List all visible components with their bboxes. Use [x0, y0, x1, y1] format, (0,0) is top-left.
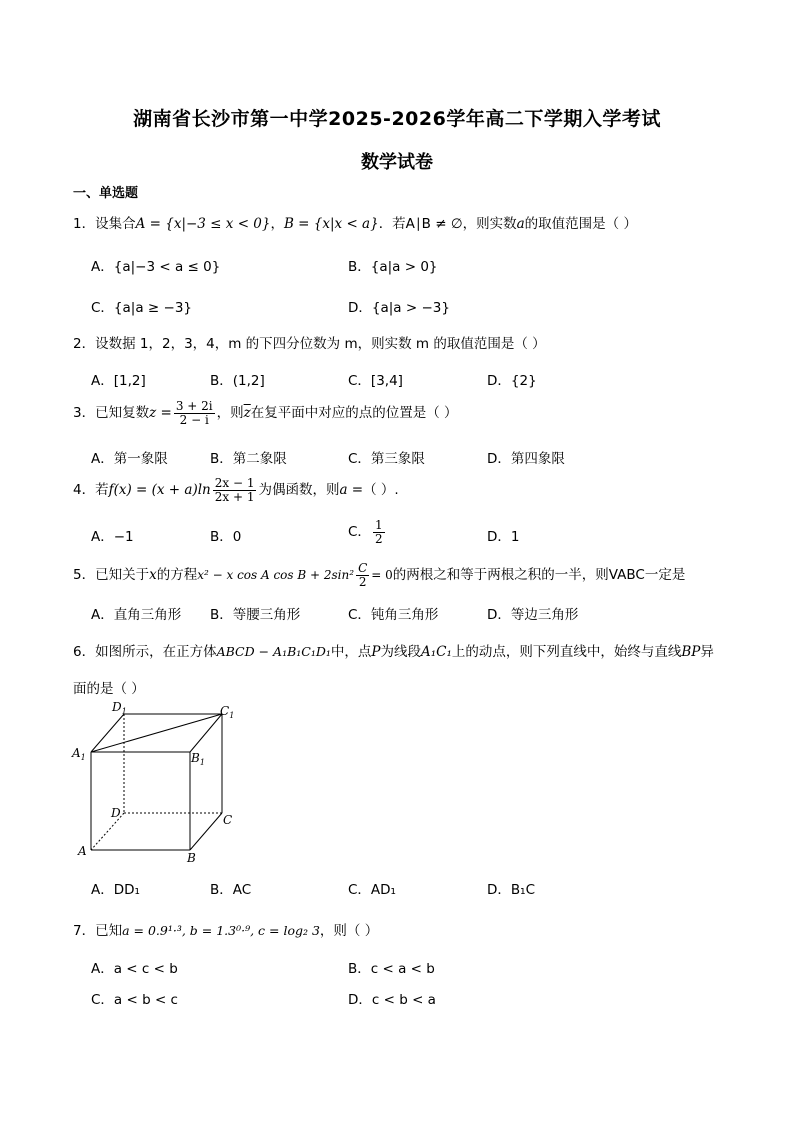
question-text: 在复平面中对应的点的位置是（ ）	[250, 405, 458, 422]
question-text: 设集合	[95, 216, 136, 232]
question-number: 3．	[73, 405, 96, 422]
question-6	[73, 640, 714, 660]
option-a: A．第一象限	[91, 451, 168, 467]
answer-var: a =	[339, 482, 364, 499]
numerator: C	[358, 561, 368, 575]
option-c: C．第三象限	[348, 451, 425, 467]
fraction	[373, 519, 385, 545]
function-expr: f(x) = (x + a)ln	[108, 482, 211, 499]
question-2	[73, 332, 546, 352]
exam-title: 湖南省长沙市第一中学2025-2026学年高二下学期入学考试	[133, 108, 661, 130]
option-b: B．{a|a > 0}	[348, 259, 438, 275]
option-a: A．DD₁	[91, 882, 140, 898]
expression: a = 0.9¹·³, b = 1.3⁰·⁹, c = log₂ 3	[122, 923, 320, 938]
question-text: 中，点	[330, 644, 372, 660]
option-b: B．(1,2]	[210, 373, 265, 389]
separator: ，	[270, 216, 284, 232]
question-text: 已知	[95, 923, 123, 939]
label-c1: $C_1$	[220, 704, 235, 720]
cube-figure	[70, 700, 250, 870]
question-4	[73, 477, 399, 503]
option-c: C．钝角三角形	[348, 607, 439, 623]
question-text: 上的动点，则下列直线中，始终与直线	[451, 644, 682, 660]
question-1	[73, 212, 637, 232]
option-d: D．第四象限	[487, 451, 565, 467]
denominator: 2 − i	[179, 412, 209, 427]
option-d: D．1	[487, 529, 520, 545]
question-text: 的方程	[156, 567, 198, 584]
label-d: D	[111, 806, 121, 820]
option-a: A．直角三角形	[91, 607, 182, 623]
question-text: 为偶函数，则	[258, 482, 340, 499]
edge-d1a1	[91, 714, 124, 752]
option-d: D．{a|a > −3}	[348, 300, 450, 316]
option-d: D．B₁C	[487, 882, 535, 898]
edge-bc	[190, 813, 222, 850]
equation-right: = 0	[371, 568, 393, 583]
option-d: D．等边三角形	[487, 607, 579, 623]
question-text: ，则	[216, 405, 244, 422]
question-text: 如图所示，在正方体	[95, 644, 217, 660]
option-c: C．{a|a ≥ −3}	[91, 300, 192, 316]
question-text: （ ）.	[363, 482, 399, 499]
option-a: A．−1	[91, 529, 134, 545]
exam-subtitle: 数学试卷	[361, 152, 433, 173]
label-a: A	[78, 844, 87, 858]
label-b: B	[187, 851, 196, 865]
fraction	[174, 400, 215, 426]
line-bp: BP	[681, 644, 701, 660]
question-number: 2．	[73, 336, 96, 352]
lhs: z =	[149, 405, 172, 422]
variable: a	[516, 216, 525, 232]
denominator: 2	[358, 574, 367, 589]
numerator: 2x − 1	[214, 476, 255, 490]
option-c: C．[3,4]	[348, 373, 403, 389]
numerator: 3 + 2i	[175, 399, 213, 413]
option-d: D．c < b < a	[348, 992, 436, 1008]
question-text: 为线段	[380, 644, 421, 660]
option-c: C．AD₁	[348, 882, 396, 898]
segment: A₁C₁	[420, 644, 452, 660]
question-text: 的取值范围是（ ）	[524, 216, 637, 232]
question-number: 6．	[73, 644, 96, 660]
option-d: D．{2}	[487, 373, 537, 389]
question-7	[73, 919, 378, 939]
question-number: 5．	[73, 567, 96, 584]
point-p: P	[371, 644, 381, 660]
question-text: 已知复数	[95, 405, 150, 422]
edge-b1c1	[190, 714, 222, 752]
option-b: B．0	[210, 529, 242, 545]
question-text: 若	[95, 482, 109, 499]
question-number: 1．	[73, 216, 96, 232]
fraction	[356, 562, 369, 588]
question-number: 7．	[73, 923, 96, 939]
question-5	[73, 562, 685, 588]
option-c-label: C．	[348, 524, 371, 541]
variable: x	[149, 567, 157, 584]
question-text: ．若A∣B ≠ ∅，则实数	[378, 216, 517, 232]
equation-left: x² − x cos A cos B + 2sin²	[197, 568, 355, 583]
option-c	[348, 519, 387, 545]
z-conjugate: $\overline{z}$	[243, 405, 251, 422]
denominator: 2x + 1	[214, 489, 255, 504]
label-d1: $D_1$	[112, 700, 127, 716]
cube-name: ABCD − A₁B₁C₁D₁	[216, 644, 331, 659]
label-b1: $B_1$	[191, 751, 205, 767]
question-6-line2: 面的是（ ）	[73, 681, 145, 697]
question-text: 已知关于	[95, 567, 150, 584]
label-a1: $A_1$	[72, 746, 86, 762]
diagonal-a1c1	[91, 714, 222, 752]
option-b: B．第二象限	[210, 451, 287, 467]
question-text: 设数据 1，2，3，4，m 的下四分位数为 m，则实数 m 的取值范围是（ ）	[95, 336, 546, 352]
option-a: A．{a|−3 < a ≤ 0}	[91, 259, 221, 275]
section-heading: 一、单选题	[73, 186, 139, 201]
question-3	[73, 400, 458, 426]
option-b: B．AC	[210, 882, 252, 898]
question-text: 异	[700, 644, 714, 660]
question-text: 的两根之和等于两根之积的一半，则VABC一定是	[392, 567, 686, 584]
option-a: A．a < c < b	[91, 961, 178, 977]
option-c: C．a < b < c	[91, 992, 178, 1008]
denominator: 2	[374, 531, 383, 546]
fraction	[213, 477, 257, 503]
numerator: 1	[374, 518, 383, 532]
option-a: A．[1,2]	[91, 373, 146, 389]
option-b: B．等腰三角形	[210, 607, 301, 623]
set-b: B = {x|x < a}	[283, 216, 379, 232]
label-c: C	[223, 813, 233, 827]
set-a: A = {x|−3 ≤ x < 0}	[135, 216, 271, 232]
question-text: ，则（ ）	[319, 923, 379, 939]
question-number: 4．	[73, 482, 96, 499]
option-b: B．c < a < b	[348, 961, 435, 977]
